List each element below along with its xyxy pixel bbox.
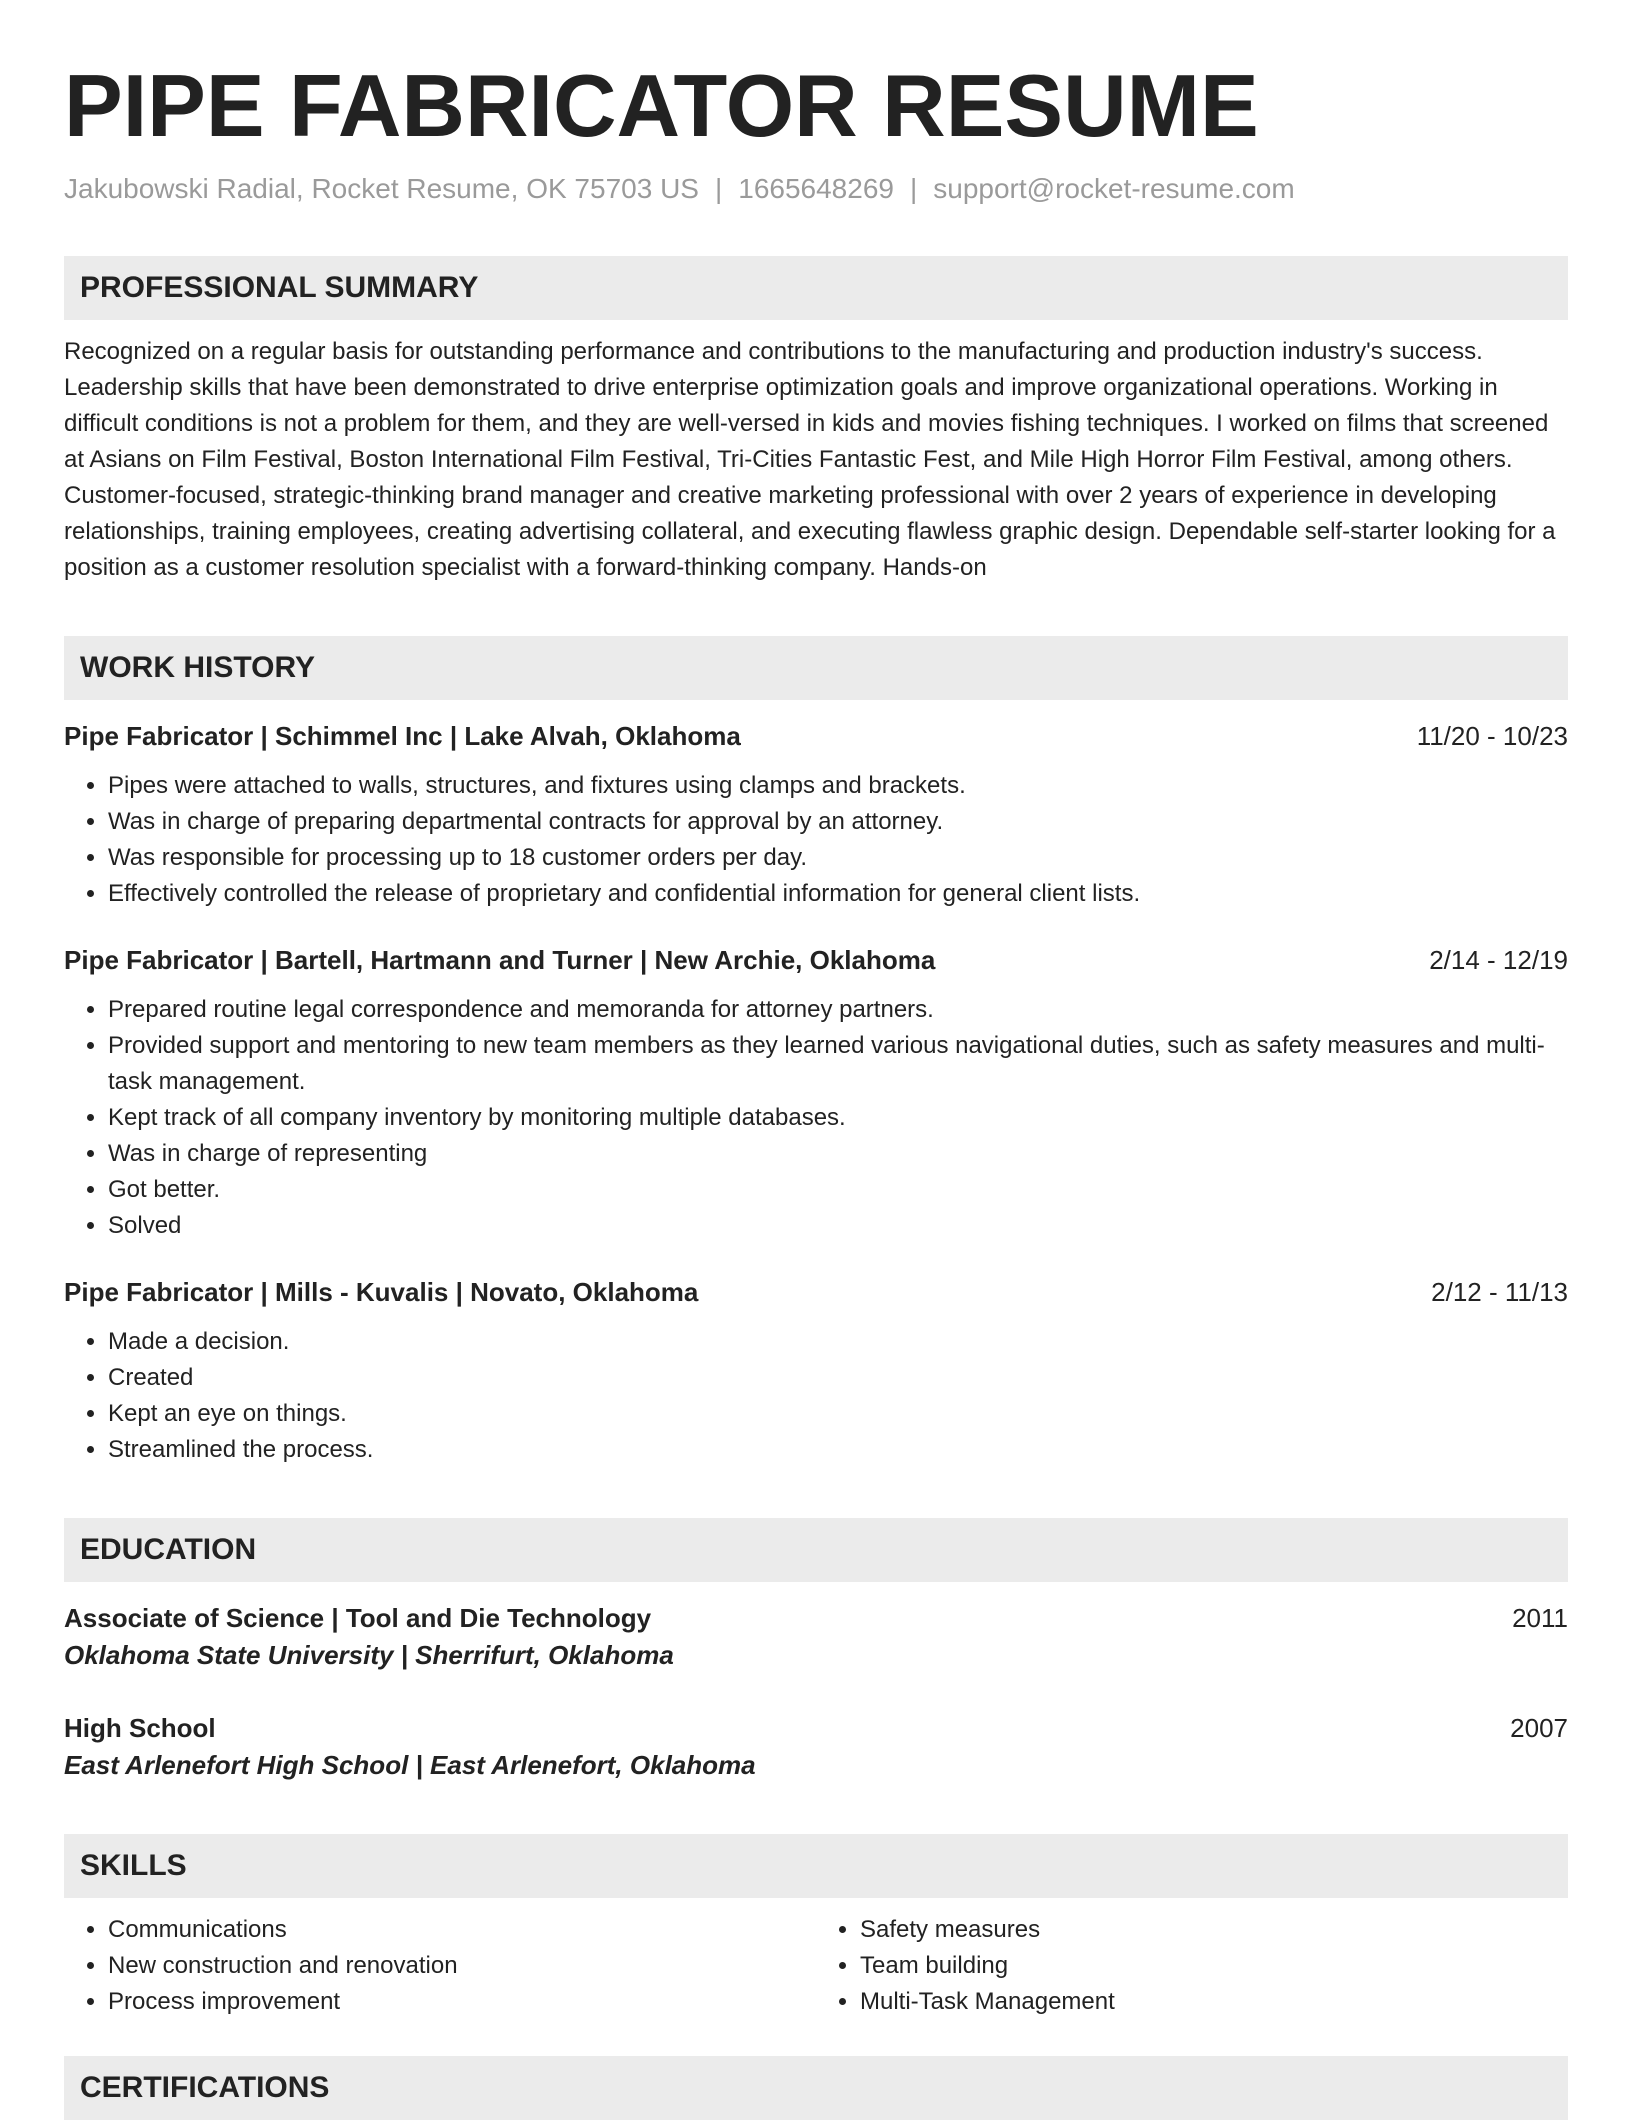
skill-item: • Team building	[860, 1948, 1568, 1984]
job-entry	[64, 1274, 1568, 1468]
skill-item: • New construction and renovation	[108, 1948, 816, 1984]
section-header-certifications: CERTIFICATIONS	[64, 2056, 1568, 2120]
list-item: • Created	[108, 1360, 1568, 1396]
skill-item: • Safety measures	[860, 1912, 1568, 1948]
education-header	[64, 1600, 1568, 1636]
contact-line	[64, 172, 1568, 206]
contact-email: support@rocket-resume.com	[933, 173, 1295, 204]
education-year: 2007	[1510, 1713, 1568, 1743]
job-bullets	[64, 768, 1568, 912]
education-school: Oklahoma State University | Sherrifurt, Oklahoma	[64, 1640, 674, 1670]
list-item: • Was responsible for processing up to 18 customer orders per day.	[108, 840, 1568, 876]
job-title: Pipe Fabricator | Mills - Kuvalis | Novato, Oklahoma	[64, 1277, 699, 1307]
list-item: • Provided support and mentoring to new team members as they learned various navigational duties, such as safety measures and multi-task management.	[108, 1028, 1568, 1100]
section-header-work-history: WORK HISTORY	[64, 636, 1568, 700]
skill-item: • Multi-Task Management	[860, 1984, 1568, 2020]
list-item: • Effectively controlled the release of proprietary and confidential information for general client lists.	[108, 876, 1568, 912]
skills-list	[64, 1912, 1568, 2020]
job-header	[64, 1274, 1568, 1310]
education-entry	[64, 1710, 1568, 1784]
resume-title: PIPE FABRICATOR RESUME	[64, 56, 1259, 155]
section-header-education: EDUCATION	[64, 1518, 1568, 1582]
summary-text: Recognized on a regular basis for outstanding performance and contributions to the manufacturing and production industry's success. Leadership skills that have been demonstrated to drive enterprise optimization goals and improve organizational operations. Working in difficult conditions is not a problem for them, and they are well-versed in kids and movies fishing techniques. I worked on films that screened at Asians on Film Festival, Boston International Film Festival, Tri-Cities Fantastic Fest, and Mile High Horror Film Festival, among others. Customer-focused, strategic-thinking brand manager and creative marketing professional with over 2 years of experience in developing relationships, training employees, creating advertising collateral, and executing flawless graphic design. Dependable self-starter looking for a position as a customer resolution specialist with a forward-thinking company. Hands-on	[64, 338, 1556, 581]
job-title: Pipe Fabricator | Schimmel Inc | Lake Alvah, Oklahoma	[64, 721, 741, 751]
list-item: • Prepared routine legal correspondence and memoranda for attorney partners.	[108, 992, 1568, 1028]
job-header	[64, 942, 1568, 978]
list-item: • Streamlined the process.	[108, 1432, 1568, 1468]
job-bullets	[64, 1324, 1568, 1468]
list-item: • Kept track of all company inventory by monitoring multiple databases.	[108, 1100, 1568, 1136]
job-entry	[64, 942, 1568, 1244]
contact-address: Jakubowski Radial, Rocket Resume, OK 75703 US	[64, 173, 699, 204]
education-degree: High School	[64, 1713, 216, 1743]
contact-separator: |	[909, 173, 918, 204]
contact-phone: 1665648269	[738, 173, 894, 204]
contact-separator: |	[714, 173, 723, 204]
job-title: Pipe Fabricator | Bartell, Hartmann and Turner | New Archie, Oklahoma	[64, 945, 936, 975]
skills-column-left	[64, 1912, 816, 2020]
list-item: • Was in charge of representing	[108, 1136, 1568, 1172]
job-dates: 11/20 - 10/23	[1416, 721, 1568, 751]
skills-column-right	[816, 1912, 1568, 2020]
job-header	[64, 718, 1568, 754]
list-item: • Made a decision.	[108, 1324, 1568, 1360]
job-bullets	[64, 992, 1568, 1244]
education-year: 2011	[1512, 1603, 1568, 1633]
section-header-skills: SKILLS	[64, 1834, 1568, 1898]
education-header	[64, 1710, 1568, 1746]
list-item: • Solved	[108, 1208, 1568, 1244]
list-item: • Was in charge of preparing departmental contracts for approval by an attorney.	[108, 804, 1568, 840]
job-dates: 2/14 - 12/19	[1429, 945, 1568, 975]
education-degree: Associate of Science | Tool and Die Technology	[64, 1603, 652, 1633]
list-item: • Got better.	[108, 1172, 1568, 1208]
list-item: • Kept an eye on things.	[108, 1396, 1568, 1432]
job-dates: 2/12 - 11/13	[1431, 1277, 1568, 1307]
section-header-summary: PROFESSIONAL SUMMARY	[64, 256, 1568, 320]
education-entry	[64, 1600, 1568, 1674]
list-item: • Pipes were attached to walls, structures, and fixtures using clamps and brackets.	[108, 768, 1568, 804]
education-school: East Arlenefort High School | East Arlenefort, Oklahoma	[64, 1750, 756, 1780]
skill-item: • Process improvement	[108, 1984, 816, 2020]
skill-item: • Communications	[108, 1912, 816, 1948]
job-entry	[64, 718, 1568, 912]
